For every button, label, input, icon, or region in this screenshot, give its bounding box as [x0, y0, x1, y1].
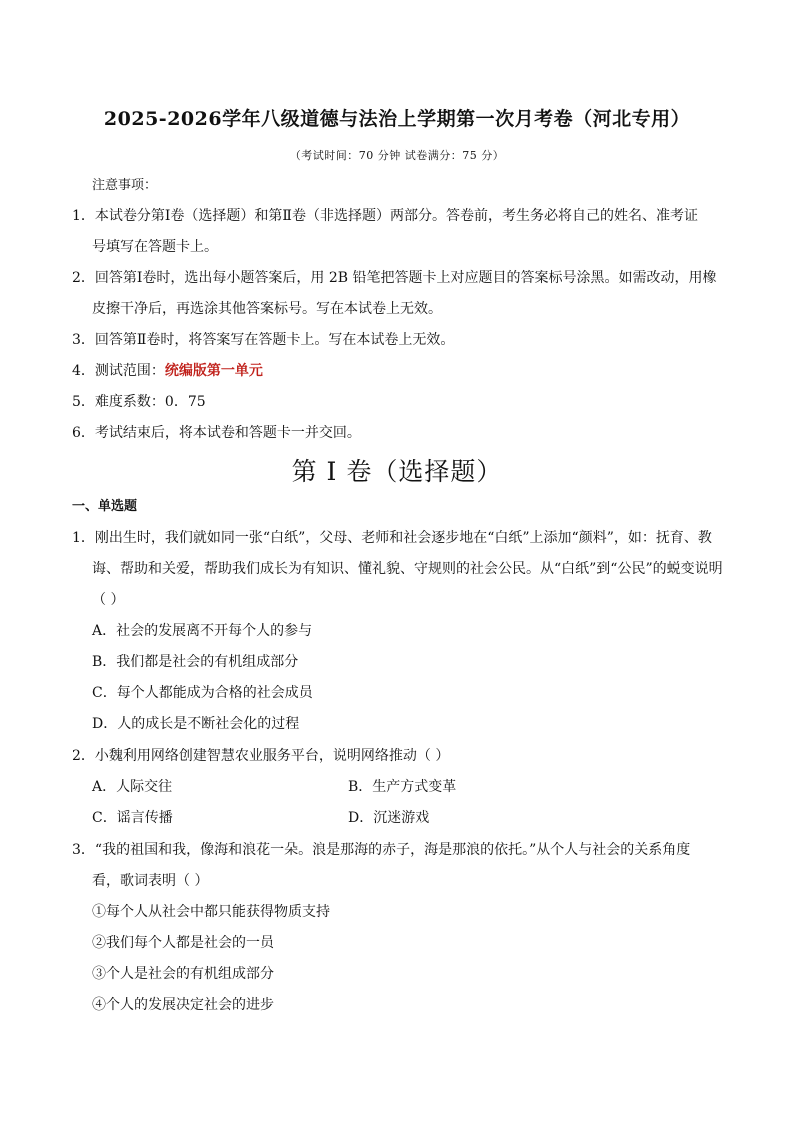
question-2-stem: 2．小魏利用网络创建智慧农业服务平台，说明网络推动（ ） — [72, 748, 450, 764]
test-scope: 统编版第一单元 — [164, 363, 263, 379]
note-2-line1: 2．回答第Ⅰ卷时，选出每小题答案后，用 2B 铅笔把答题卡上对应题目的答案标号涂黑。如需改动，用橡 — [72, 270, 717, 286]
note-2-line2: 皮擦干净后，再选涂其他答案标号。写在本试卷上无效。 — [92, 301, 442, 317]
part-heading: 一、单选题 — [72, 499, 138, 514]
note-1-line2: 号填写在答题卡上。 — [92, 239, 218, 255]
question-3-statement-3: ③个人是社会的有机组成部分 — [92, 966, 274, 982]
question-1-stem-line2: 诲、帮助和关爱，帮助我们成长为有知识、懂礼貌、守规则的社会公民。从“白纸”到“公民”的蜕变说明 — [92, 561, 723, 577]
note-6: 6．考试结束后，将本试卷和答题卡一并交回。 — [72, 425, 361, 441]
note-4 — [72, 361, 263, 381]
section-title: 第 I 卷（选择题） — [291, 457, 503, 486]
question-3-stem-line2: 看，歌词表明（ ） — [92, 873, 209, 889]
exam-subtitle: （考试时间：70 分钟 试卷满分：75 分） — [289, 149, 505, 162]
question-3-stem-line1: 3．“我的祖国和我，像海和浪花一朵。浪是那海的赤子，海是那浪的依托。”从个人与社会的关系角度 — [72, 842, 691, 858]
question-1-option-c: C．每个人都能成为合格的社会成员 — [92, 685, 313, 701]
note-1-line1: 1．本试卷分第Ⅰ卷（选择题）和第Ⅱ卷（非选择题）两部分。答卷前，考生务必将自己的姓名、准考证 — [72, 208, 698, 224]
question-2-option-d: D．沉迷游戏 — [348, 810, 430, 826]
question-3-statement-1: ①每个人从社会中都只能获得物质支持 — [92, 904, 330, 920]
question-3-statement-4: ④个人的发展决定社会的进步 — [92, 997, 274, 1013]
exam-title: 2025-2026学年八级道德与法治上学期第一次月考卷（河北专用） — [103, 108, 691, 130]
question-1-stem-line3: （ ） — [92, 592, 125, 608]
question-1-option-d: D．人的成长是不断社会化的过程 — [92, 716, 300, 732]
note-3: 3．回答第Ⅱ卷时，将答案写在答题卡上。写在本试卷上无效。 — [72, 332, 455, 348]
question-2-option-c: C．谣言传播 — [92, 810, 173, 826]
question-2-option-b: B．生产方式变革 — [348, 779, 457, 795]
question-2-option-a: A．人际交往 — [92, 779, 173, 795]
question-1-stem-line1: 1．刚出生时，我们就如同一张“白纸”，父母、老师和社会逐步地在“白纸”上添加“颜料”，如：抚育、教 — [72, 530, 712, 546]
question-1-option-b: B．我们都是社会的有机组成部分 — [92, 654, 299, 670]
question-1-option-a: A．社会的发展离不开每个人的参与 — [92, 623, 313, 639]
note-4-label: 4．测试范围： — [72, 363, 165, 379]
question-3-statement-2: ②我们每个人都是社会的一员 — [92, 935, 274, 951]
note-5: 5．难度系数：0．75 — [72, 394, 206, 410]
notes-heading: 注意事项： — [92, 178, 158, 193]
